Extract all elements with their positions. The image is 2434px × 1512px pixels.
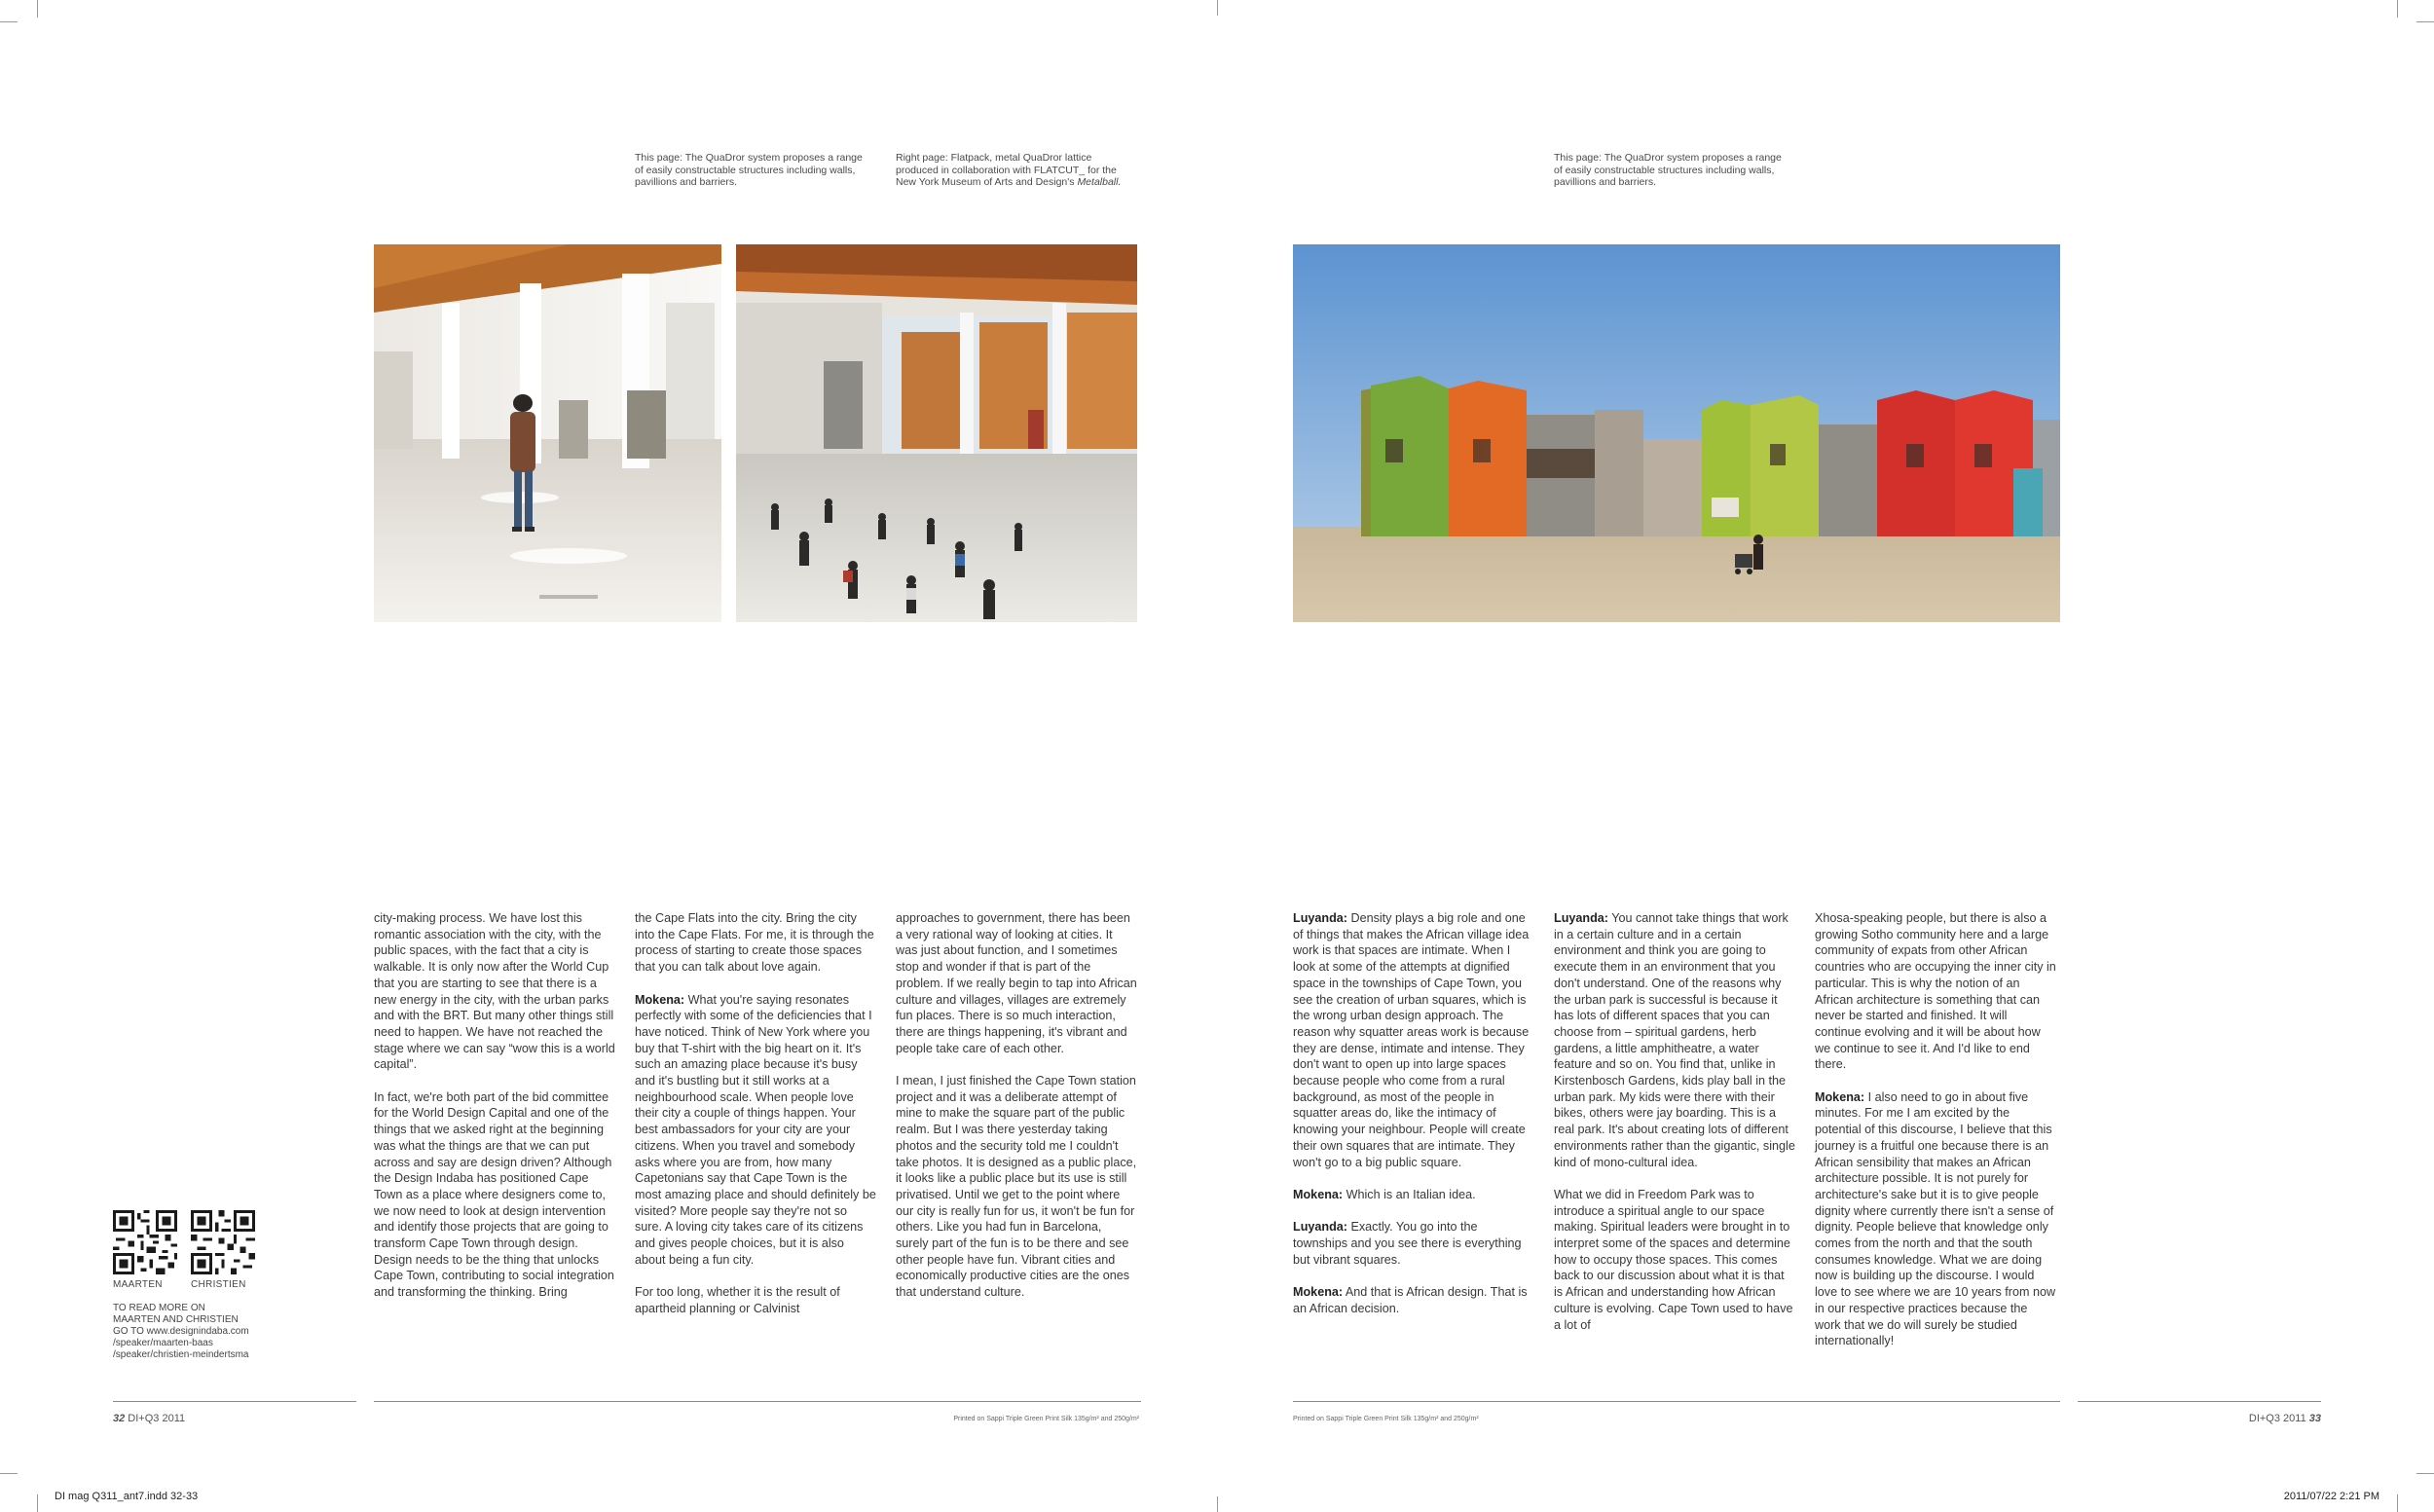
crop-mark xyxy=(0,1473,18,1474)
paragraph xyxy=(1293,910,1534,1170)
speaker-name: Mokena: xyxy=(635,992,685,1007)
footer-rule xyxy=(374,1401,1141,1402)
magazine-issue: DI+Q3 2011 xyxy=(125,1413,186,1424)
paragraph xyxy=(1293,1187,1534,1203)
crop-mark xyxy=(2416,1473,2434,1474)
printed-note-right: Printed on Sappi Triple Green Print Silk 135g/m² and 250g/m² xyxy=(1293,1416,1479,1422)
read-more-link[interactable]: /speaker/christien-meindertsma xyxy=(113,1349,249,1360)
crop-mark xyxy=(37,1494,38,1512)
folio-right xyxy=(2249,1413,2321,1424)
read-more-line: MAARTEN AND CHRISTIEN xyxy=(113,1314,239,1325)
magazine-issue: DI+Q3 2011 xyxy=(2248,1413,2309,1424)
folio-left xyxy=(113,1413,185,1424)
qr-code-christien[interactable] xyxy=(191,1210,255,1274)
caption-line: of easily constructable structures including walls, xyxy=(1554,164,1775,176)
paragraph: For too long, whether it is the result of apartheid planning or Calvinist xyxy=(635,1285,840,1315)
printed-note-left: Printed on Sappi Triple Green Print Silk 135g/m² and 250g/m² xyxy=(953,1416,1139,1422)
text-column-6 xyxy=(1815,910,2056,1366)
paragraph-text: You cannot take things that work in a certain culture and in a certain environment and think you are going to execute them in an environment that you don't understand. One of the reasons why the urban park is successful is because it has lots of different spaces that you can choose from – spiritual gardens, herb gardens, a little amphitheatre, a water feature and so on. You find that, unlike in Kirstenbosch Gardens, kids play ball in the urban park. My kids were there with their bikes, others were jay boarding. This is a real park. It's about creating lots of different environments rather than the gigantic, single kind of mono-cultural idea. xyxy=(1554,911,1795,1169)
paragraph: city-making process. We have lost this romantic association with the city, with the public spaces, with the fact that a city is walkable. It is only now after the World Cup that you are starting to see that there is a new energy in the city, with the urban parks and with the BRT. But many other things still need to happen. We have not reached the stage where we can say “wow this is a world capital”. xyxy=(374,911,615,1072)
caption-line: produced in collaboration with FLATCUT_ for the xyxy=(896,164,1117,176)
caption-line: pavillions and barriers. xyxy=(635,176,738,188)
paragraph: approaches to government, there has been a very rational way of looking at cities. It was just about function, and I sometimes stop and wonder if that is part of the problem. If we really begin to tap into African culture and villages, villages are extremely fun places. There is so much interaction, there are things happening, it's vibrant and people take care of each other. xyxy=(896,911,1137,1055)
caption-line: Right page: Flatpack, metal QuaDror lattice xyxy=(896,152,1092,164)
read-more-block xyxy=(113,1303,249,1361)
paragraph: In fact, we're both part of the bid committee for the World Design Capital and one of the things that we asked right at the beginning was what the things are that we can put across and say are design driven? Although the Design Indaba has positioned Cape Town as a place where designers come to, we now need to look at design intervention and identify those projects that are going to transform Cape Town through design. Design needs to be the thing that unlocks Cape Town, contributing to social integration and transforming the thinking. Bring xyxy=(374,1089,614,1300)
slug-file: DI mag Q311_ant7.indd 32-33 xyxy=(55,1491,199,1502)
paragraph: Xhosa-speaking people, but there is also a growing Sotho community here and a large community of expats from other African countries who are occupying the inner city in particular. This is why the notion of an African architecture is something that can never be started and finished. It will continue evolving and it will be about how we continue to see it. And I'd like to end there. xyxy=(1815,911,2056,1072)
read-more-link[interactable]: /speaker/maarten-baas xyxy=(113,1338,213,1348)
paragraph-text: Which is an Italian idea. xyxy=(1343,1187,1476,1201)
read-more-line: TO READ MORE ON xyxy=(113,1303,205,1313)
page-number: 33 xyxy=(2308,1413,2321,1424)
footer-rule xyxy=(2078,1401,2321,1402)
caption-left-a xyxy=(635,152,888,189)
paragraph: What we did in Freedom Park was to introduce a spiritual angle to our space making. Spiritual leaders were brought in to interpret some of the spaces and determine how to occupy those spaces. This comes back to our discussion about what it is that is African and understanding how African culture is evolving. Cape Town used to have a lot of xyxy=(1554,1187,1793,1332)
paragraph xyxy=(1293,1284,1534,1316)
qr-label-christien: CHRISTIEN xyxy=(191,1279,246,1290)
footer-rule xyxy=(113,1401,356,1402)
crop-mark xyxy=(2397,0,2398,18)
caption-italic: Metalball. xyxy=(1077,176,1122,188)
paragraph: the Cape Flats into the city. Bring the city into the Cape Flats. For me, it is through the process of starting to create those spaces that you can talk about love again. xyxy=(635,911,874,975)
paragraph-text: I also need to go in about five minutes. For me I am excited by the potential of this discourse, I believe that this journey is a fruitful one because there is an African sensibility that makes an African architecture possible. It is not purely for architecture's sake but it is to give people dignity where currently there isn't a sense of dignity. People believe that knowledge only comes from the north and that the south consumes knowledge. What we are doing now is building up the discourse. I would love to see where we are 10 years from now in our respective practices because the work that we do will surely be studied internationally! xyxy=(1815,1089,2056,1348)
caption-line: of easily constructable structures including walls, xyxy=(635,164,856,176)
text-column-3 xyxy=(896,910,1137,1317)
read-more-link[interactable]: GO TO www.designindaba.com xyxy=(113,1326,249,1337)
footer-rule xyxy=(1293,1401,2060,1402)
photo-station-concourse xyxy=(736,244,1137,622)
speaker-name: Mokena: xyxy=(1293,1187,1344,1201)
photo-colourful-housing xyxy=(1293,244,2060,622)
paragraph-text: And that is African design. That is an African decision. xyxy=(1293,1285,1528,1315)
speaker-name: Luyanda: xyxy=(1293,1220,1347,1235)
paragraph xyxy=(1293,1219,1534,1268)
slug-date: 2011/07/22 2:21 PM xyxy=(2283,1491,2379,1502)
text-column-5 xyxy=(1554,910,1795,1349)
crop-mark xyxy=(1217,1496,1218,1512)
caption-left-b xyxy=(896,152,1149,189)
crop-mark xyxy=(37,0,38,18)
photo-station-interior-man xyxy=(374,244,721,622)
crop-mark xyxy=(2397,1494,2398,1512)
paragraph: I mean, I just finished the Cape Town station project and it was a deliberate attempt of mine to make the square part of the public realm. But I was there yesterday taking photos and the security told me I couldn't take photos. It is designed as a public place, it looks like a public place but its use is still privatised. Until we get to the point where our city is really fun for us, it won't be fun for others. Like you had fun in Barcelona, surely part of the fun is to be there and see other people have fun. Vibrant cities and economically productive cities are the ones that understand culture. xyxy=(896,1074,1137,1300)
paragraph xyxy=(635,992,876,1269)
text-column-4 xyxy=(1293,910,1534,1333)
paragraph xyxy=(1554,910,1795,1170)
text-column-2 xyxy=(635,910,876,1333)
caption-line: This page: The QuaDror system proposes a range xyxy=(1554,152,1782,164)
caption-line: pavillions and barriers. xyxy=(1554,176,1657,188)
qr-code-maarten[interactable] xyxy=(113,1210,177,1274)
crop-mark xyxy=(1217,0,1218,16)
qr-label-maarten: MAARTEN xyxy=(113,1279,163,1290)
paragraph xyxy=(1815,1089,2056,1349)
speaker-name: Luyanda: xyxy=(1293,911,1347,925)
speaker-name: Mokena: xyxy=(1815,1089,1865,1104)
paragraph-text: Density plays a big role and one of things that makes the African village idea work is that spaces are intimate. When I look at some of the attempts at dignified space in the townships of Cape Town, you see the creation of urban squares, which is the wrong urban design approach. The reason why squatter areas work is because they are dense, intimate and intense. They don't want to open up into large spaces because people who come from a rural background, as most of the people in squatter areas do, like the intimacy of knowing your neighbour. People will create their own squares that are intimate. They won't go to a big public square. xyxy=(1293,911,1530,1169)
text-column-1 xyxy=(374,910,615,1317)
caption-line: This page: The QuaDror system proposes a range xyxy=(635,152,863,164)
caption-line: New York Museum of Arts and Design's xyxy=(896,176,1078,188)
crop-mark xyxy=(0,21,18,22)
caption-right-a xyxy=(1554,152,1807,189)
page-number: 32 xyxy=(113,1413,126,1424)
crop-mark xyxy=(2416,21,2434,22)
paragraph-text: What you're saying resonates perfectly with some of the deficiencies that I have noticed. Think of New York where you buy that T-shirt with the big heart on it. It's such an amazing place because it's busy and it's bustling but it still works at a neighbourhood scale. When people love their city a couple of things happen. Your best ambassadors for your city are your citizens. When you travel and somebody asks where you are from, how many Capetonians say that Cape Town is the most amazing place and should definitely be visited? More people say they're not so sure. A loving city takes care of its citizens and gives people choices, but it is also about being a fun city. xyxy=(635,992,876,1267)
paragraph-text: Exactly. You go into the townships and you see there is everything but vibrant squares. xyxy=(1293,1220,1522,1267)
speaker-name: Luyanda: xyxy=(1554,911,1608,925)
speaker-name: Mokena: xyxy=(1293,1285,1344,1300)
